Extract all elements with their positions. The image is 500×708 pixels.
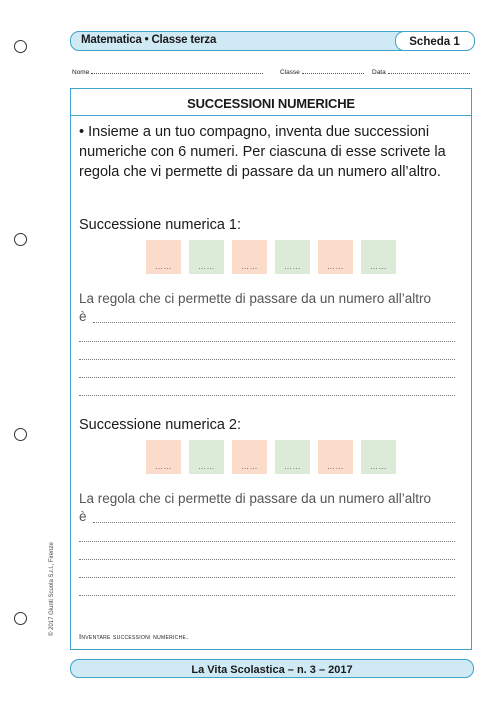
answer-line[interactable] [79, 377, 455, 379]
binder-hole-3 [14, 428, 27, 441]
number-box[interactable]: …… [275, 240, 310, 274]
number-box[interactable]: …… [318, 240, 353, 274]
binder-hole-4 [14, 612, 27, 625]
class-field[interactable] [280, 67, 364, 76]
number-box[interactable]: …… [361, 440, 396, 474]
answer-line[interactable] [93, 322, 455, 324]
number-box[interactable]: …… [232, 440, 267, 474]
date-field[interactable] [372, 67, 470, 76]
scheda-badge [395, 31, 475, 51]
number-box[interactable]: …… [361, 240, 396, 274]
scheda-label: Scheda 1 [409, 35, 460, 48]
class-label: Classe [280, 69, 300, 76]
number-box[interactable]: …… [146, 240, 181, 274]
number-box[interactable]: …… [189, 240, 224, 274]
answer-line[interactable] [79, 577, 455, 579]
answer-line[interactable] [79, 595, 455, 597]
number-box[interactable]: …… [189, 440, 224, 474]
magazine-issue: La Vita Scolastica – n. 3 – 2017 [191, 664, 353, 676]
name-label: Nome [72, 69, 90, 76]
name-field[interactable] [72, 67, 263, 76]
sequence-2-label: Successione numerica 2: [79, 417, 241, 433]
copyright-text: © 2017 Giunti Scuola S.r.l., Firenze [49, 542, 55, 636]
answer-line[interactable] [79, 359, 455, 361]
worksheet-frame [70, 88, 472, 650]
activity-caption: Inventare successioni numeriche. [79, 632, 189, 641]
answer-line[interactable] [79, 541, 455, 543]
answer-line[interactable] [79, 559, 455, 561]
title-divider [71, 115, 471, 116]
answer-line[interactable] [93, 522, 455, 524]
binder-hole-1 [14, 40, 27, 53]
sequence-1-rule-text: La regola che ci permette di passare da un numero all’altro [79, 291, 431, 306]
binder-hole-2 [14, 233, 27, 246]
instruction-text: • Insieme a un tuo compagno, inventa due successioni numeriche con 6 numeri. Per ciascuna di esse scrivete la regola che vi permette di passare da un numero all’altro. [79, 124, 446, 180]
subject-title: Matematica • Classe terza [81, 34, 217, 46]
sequence-1-label: Successione numerica 1: [79, 217, 241, 233]
number-box[interactable]: …… [275, 440, 310, 474]
number-box[interactable]: …… [146, 440, 181, 474]
date-label: Data [372, 69, 386, 76]
sequence-1-rule-prefix: è [79, 309, 87, 324]
answer-line[interactable] [79, 341, 455, 343]
answer-line[interactable] [79, 395, 455, 397]
footer-bar [70, 659, 474, 678]
sequence-2-rule-prefix: è [79, 509, 87, 524]
header-bar [70, 31, 474, 51]
number-box[interactable]: …… [318, 440, 353, 474]
sequence-2-rule-text: La regola che ci permette di passare da un numero all’altro [79, 491, 431, 506]
sheet-title: SUCCESSIONI NUMERICHE [187, 96, 355, 111]
number-box[interactable]: …… [232, 240, 267, 274]
